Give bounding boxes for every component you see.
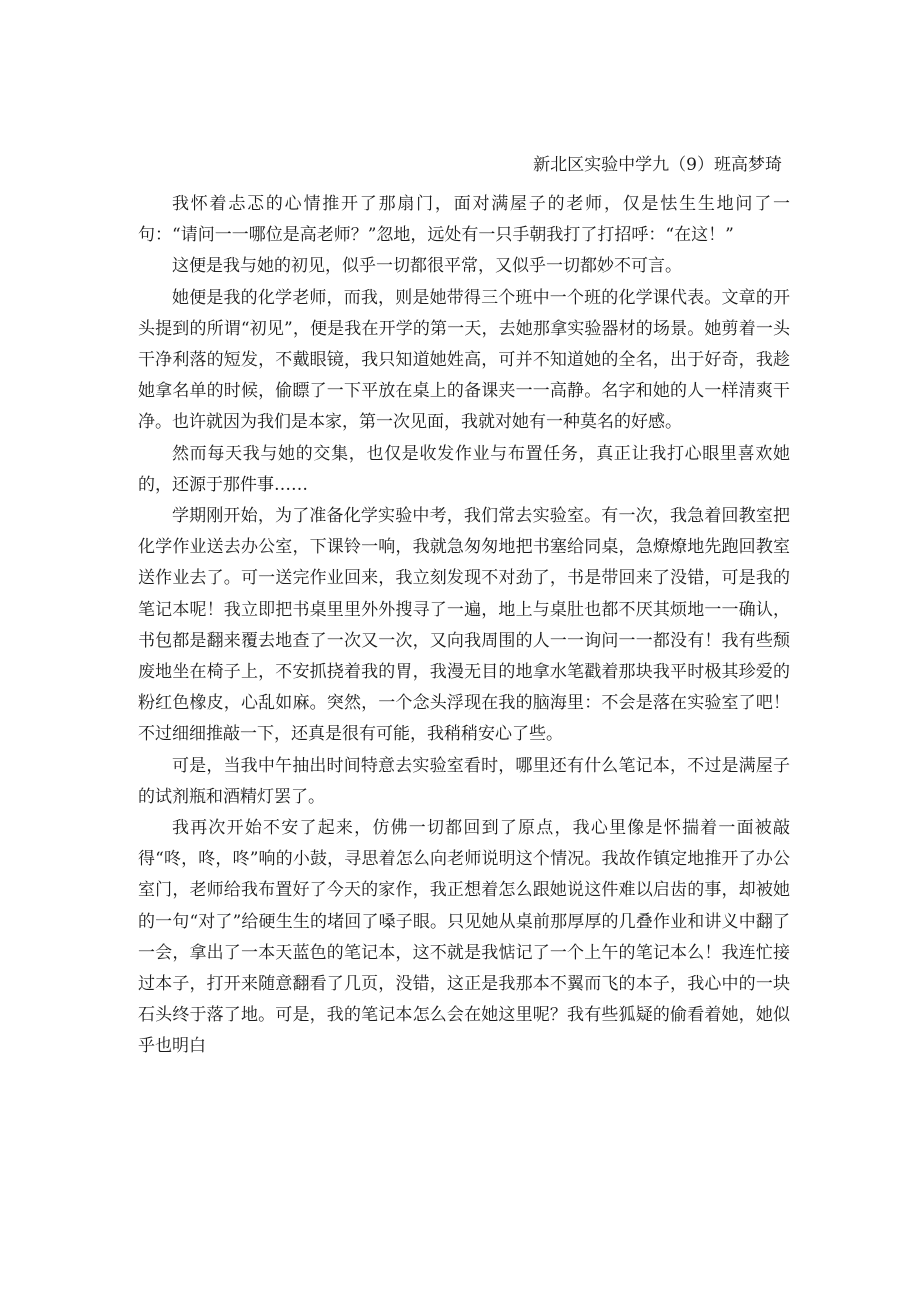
paragraph: 这便是我与她的初见，似乎一切都很平常，又似乎一切都妙不可言。 xyxy=(172,256,682,277)
essay-body xyxy=(138,189,790,1063)
paragraph: 学期刚开始，为了准备化学实验中考，我们常去实验室。有一次，我急着回教室把化学作业送去办公室，下课铃一响，我就急匆匆地把书塞给同桌，急燎燎地先跑回教室送作业去了。可一送完作业回来，我立刻发现不对劲了，书是带回来了没错，可是我的笔记本呢！我立即把书桌里里外外搜寻了一遍，地上与桌肚也都不厌其烦地一一确认，书包都是翻来覆去地查了一次又一次，又向我周围的人一一询问一一都没有！我有些颓废地坐在椅子上，不安抓挠着我的胃，我漫无目的地拿水笔戳着那块我平时极其珍爱的粉红色橡皮，心乱如麻。突然，一个念头浮现在我的脑海里：不会是落在实验室了吧！不过细细推敲一下，还真是很有可能，我稍稍安心了些。 xyxy=(138,506,790,745)
paragraph: 我怀着忐忑的心情推开了那扇门，面对满屋子的老师，仅是怯生生地问了一句：“请问一一哪位是高老师？”忽地，远处有一只手朝我打了打招呼：“在这！” xyxy=(138,194,790,246)
paragraph: 可是，当我中午抽出时间特意去实验室看时，哪里还有什么笔记本，不过是满屋子的试剂瓶和酒精灯罢了。 xyxy=(138,755,790,807)
author-line: 新北区实验中学九（9）班高梦琦 xyxy=(533,155,782,175)
paragraph: 我再次开始不安了起来，仿佛一切都回到了原点，我心里像是怀揣着一面被敲得“咚，咚，咚”响的小鼓，寻思着怎么向老师说明这个情况。我故作镇定地推开了办公室门，老师给我布置好了今天的家作，我正想着怎么跟她说这件难以启齿的事，却被她的一句“对了”给硬生生的堵回了嗓子眼。只见她从桌前那厚厚的几叠作业和讲义中翻了一会，拿出了一本天蓝色的笔记本，这不就是我惦记了一个上午的笔记本么！我连忙接过本子，打开来随意翻看了几页，没错，这正是我那本不翼而飞的本子，我心中的一块石头终于落了地。可是，我的笔记本怎么会在她这里呢？我有些狐疑的偷看着她，她似乎也明白 xyxy=(138,818,790,1057)
paragraph: 然而每天我与她的交集，也仅是收发作业与布置任务，真正让我打心眼里喜欢她的，还源于那件事…… xyxy=(138,443,790,495)
paragraph: 她便是我的化学老师，而我，则是她带得三个班中一个班的化学课代表。文章的开头提到的所谓“初见”，便是我在开学的第一天，去她那拿实验器材的场景。她剪着一头干净利落的短发，不戴眼镜，我只知道她姓高，可并不知道她的全名，出于好奇，我趁她拿名单的时候，偷瞟了一下平放在桌上的备课夹一一高静。名字和她的人一样清爽干净。也许就因为我们是本家，第一次见面，我就对她有一种莫名的好感。 xyxy=(138,287,790,433)
